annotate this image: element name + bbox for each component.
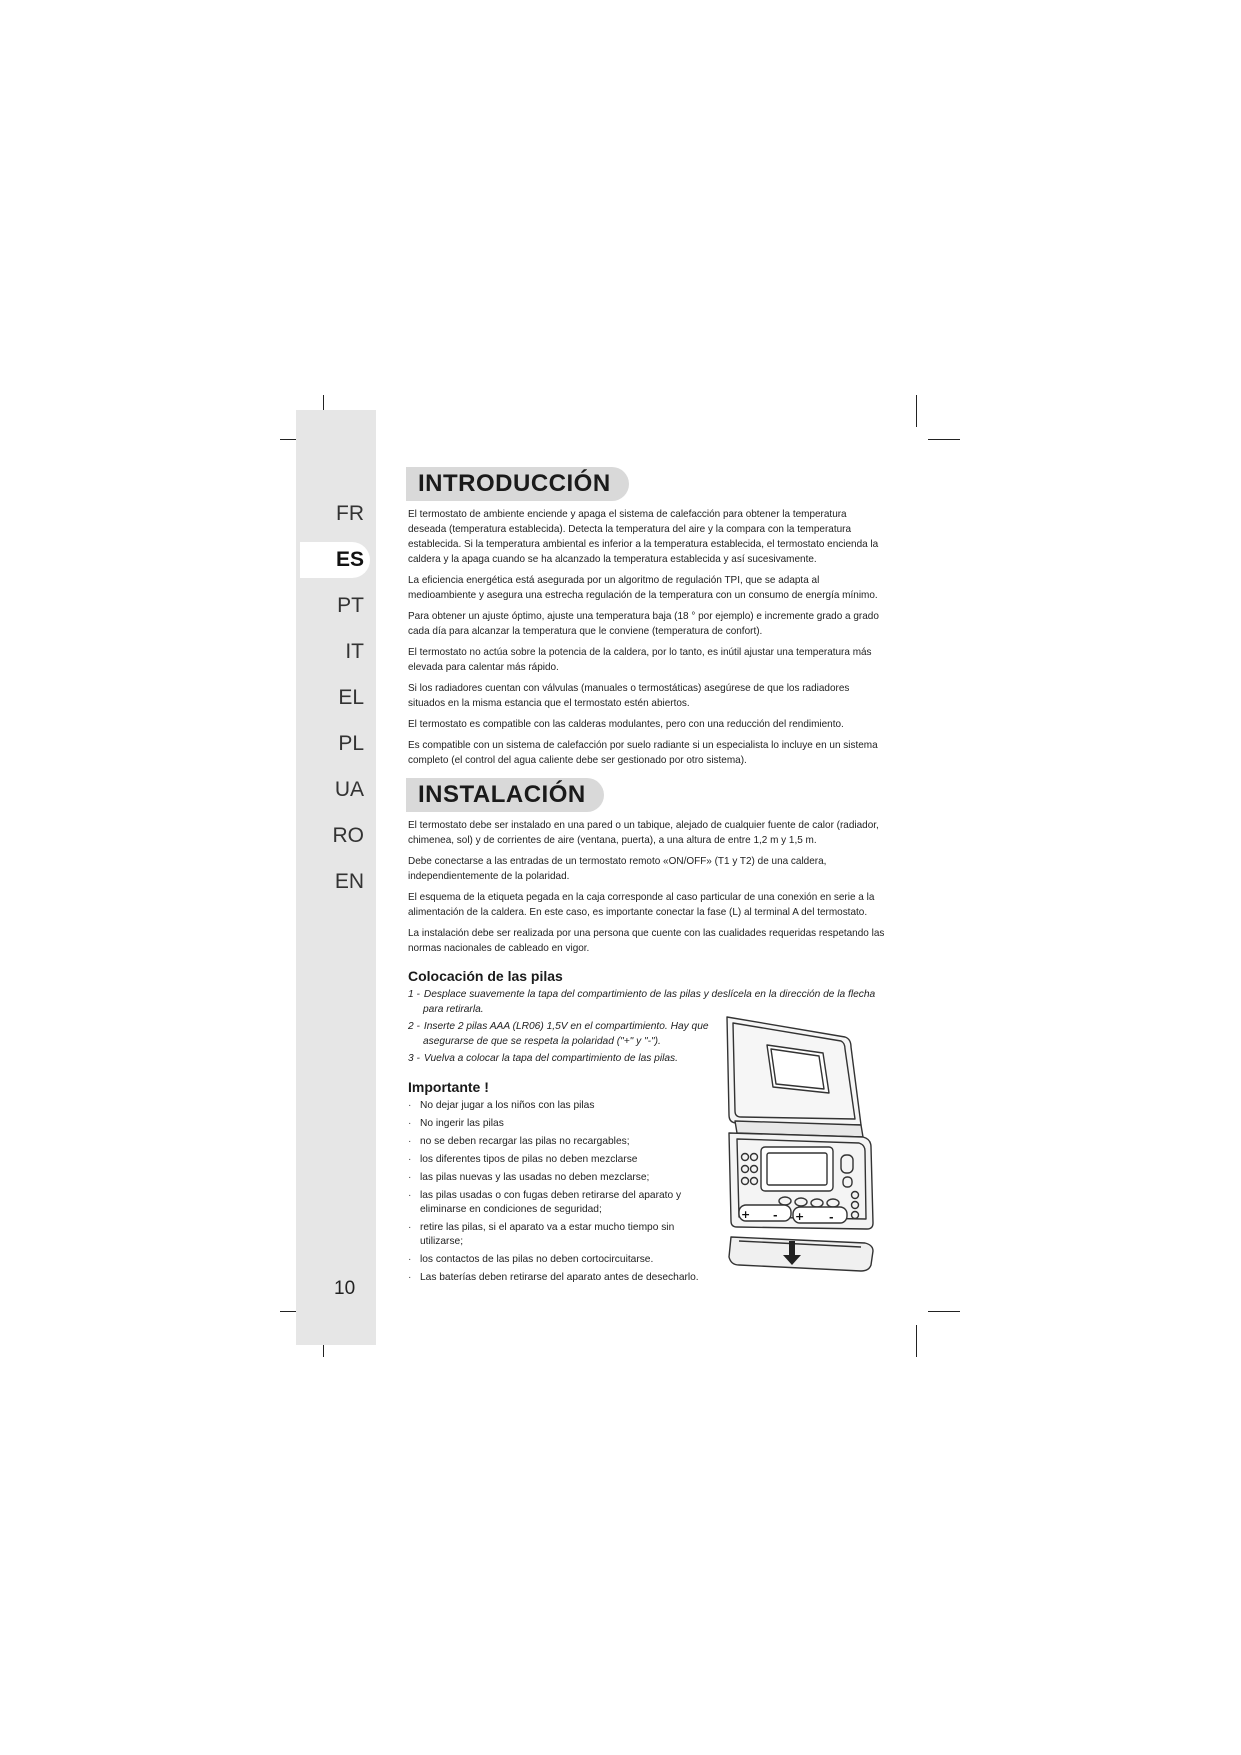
battery-minus-sign: - (773, 1209, 778, 1222)
install-paragraph: La instalación debe ser realizada por una persona que cuente con las cualidades requeridas respetando las normas nacionales de cableado en vigor. (408, 928, 885, 954)
list-item: · las pilas nuevas y las usadas no deben mezclarse; (408, 1171, 708, 1185)
list-item: · los contactos de las pilas no deben cortocircuitarse. (408, 1253, 708, 1267)
thermostat-battery-illustration (725, 1015, 895, 1277)
lang-tab-en[interactable]: EN (334, 870, 364, 893)
lang-tab-pt[interactable]: PT (337, 594, 364, 617)
install-paragraph: El esquema de la etiqueta pegada en la caja corresponde al caso particular de una conexión en serie a la alimentación de la caldera. En este caso, es importante conectar la fase (L) al terminal A del termostato. (408, 892, 875, 918)
battery-step: 1 - Desplace suavemente la tapa del compartimiento de las pilas y deslícela en la dirección de la flecha para retirarla. (408, 989, 876, 1015)
intro-paragraph: La eficiencia energética está asegurada por un algoritmo de regulación TPI, que se adapta al medioambiente y asegura una estrecha regulación de la temperatura con un consumo de energía mínimo. (408, 575, 878, 601)
lang-tab-es[interactable]: ES (300, 542, 370, 578)
list-item: · las pilas usadas o con fugas deben retirarse del aparato y eliminarse en condiciones de seguridad; (408, 1189, 708, 1217)
crop-mark-bottom-right-v (916, 1325, 917, 1357)
intro-paragraph: El termostato es compatible con las calderas modulantes, pero con una reducción del rendimiento. (408, 719, 844, 730)
important-list (408, 1099, 708, 1285)
list-item: · No dejar jugar a los niños con las pilas (408, 1099, 708, 1113)
lang-tab-pl[interactable]: PL (338, 732, 364, 755)
battery-minus-sign: - (829, 1211, 834, 1224)
section-title-introduccion: INTRODUCCIÓN (406, 467, 629, 501)
crop-mark-top-right-h (928, 439, 960, 440)
intro-paragraph: El termostato no actúa sobre la potencia de la caldera, por lo tanto, es inútil ajustar una temperatura más elevada para calentar más rápido. (408, 647, 872, 673)
battery-step: 2 - Inserte 2 pilas AAA (LR06) 1,5V en el compartimiento. Hay que asegurarse de que se respeta la polaridad ("+" y "-"). (408, 1021, 709, 1047)
intro-paragraph: Si los radiadores cuentan con válvulas (manuales o termostáticas) asegúrese de que los radiadores situados en la misma estancia que el termostato estén abiertos. (408, 683, 850, 709)
intro-paragraph: Es compatible con un sistema de calefacción por suelo radiante si un especialista lo incluye en un sistema completo (el control del agua caliente debe ser gestionado por otro sistema). (408, 740, 878, 766)
list-item: · No ingerir las pilas (408, 1117, 708, 1131)
subsection-title-pilas: Colocación de las pilas (408, 968, 563, 984)
intro-paragraph: Para obtener un ajuste óptimo, ajuste una temperatura baja (18 ° por ejemplo) e incremente grado a grado cada día para alcanzar la temperatura que le conviene (temperatura de confort). (408, 611, 879, 637)
lang-tab-ua[interactable]: UA (334, 778, 364, 801)
crop-mark-top-right-v (916, 395, 917, 427)
battery-plus-sign: + (741, 1208, 751, 1221)
list-item: · no se deben recargar las pilas no recargables; (408, 1135, 708, 1149)
install-paragraph: El termostato debe ser instalado en una pared o un tabique, alejado de cualquier fuente de calor (radiador, chimenea, sol) y de corrientes de aire (ventana, puerta), a una altura de entre 1,2 m y 1,5 m. (408, 820, 879, 846)
language-sidebar (296, 410, 376, 1345)
lang-tab-ro[interactable]: RO (332, 824, 364, 847)
lang-tab-it[interactable]: IT (345, 640, 364, 663)
subsection-title-importante: Importante ! (408, 1078, 489, 1095)
section-title-instalacion: INSTALACIÓN (406, 778, 604, 812)
battery-step: 3 - Vuelva a colocar la tapa del compartimiento de las pilas. (408, 1053, 678, 1064)
lang-tab-fr[interactable]: FR (336, 502, 364, 525)
list-item: · los diferentes tipos de pilas no deben mezclarse (408, 1153, 708, 1167)
intro-paragraph: El termostato de ambiente enciende y apaga el sistema de calefacción para obtener la temperatura deseada (temperatura establecida). Detecta la temperatura del aire y la compara con la temperatura establecida. Si la temperatura ambiental es inferior a la temperatura establecida, el termostato encienda la caldera y la apaga cuando se ha alcanzado la temperatura establecida y así sucesivamente. (408, 509, 879, 565)
battery-plus-sign: + (795, 1210, 805, 1223)
crop-mark-bottom-right-h (928, 1311, 960, 1312)
lang-tab-el[interactable]: EL (338, 686, 364, 709)
list-item: · Las baterías deben retirarse del aparato antes de desecharlo. (408, 1271, 708, 1285)
page-number: 10 (334, 1278, 356, 1299)
install-paragraph: Debe conectarse a las entradas de un termostato remoto «ON/OFF» (T1 y T2) de una caldera, independientemente de la polaridad. (408, 856, 827, 882)
list-item: · retire las pilas, si el aparato va a estar mucho tiempo sin utilizarse; (408, 1221, 708, 1249)
